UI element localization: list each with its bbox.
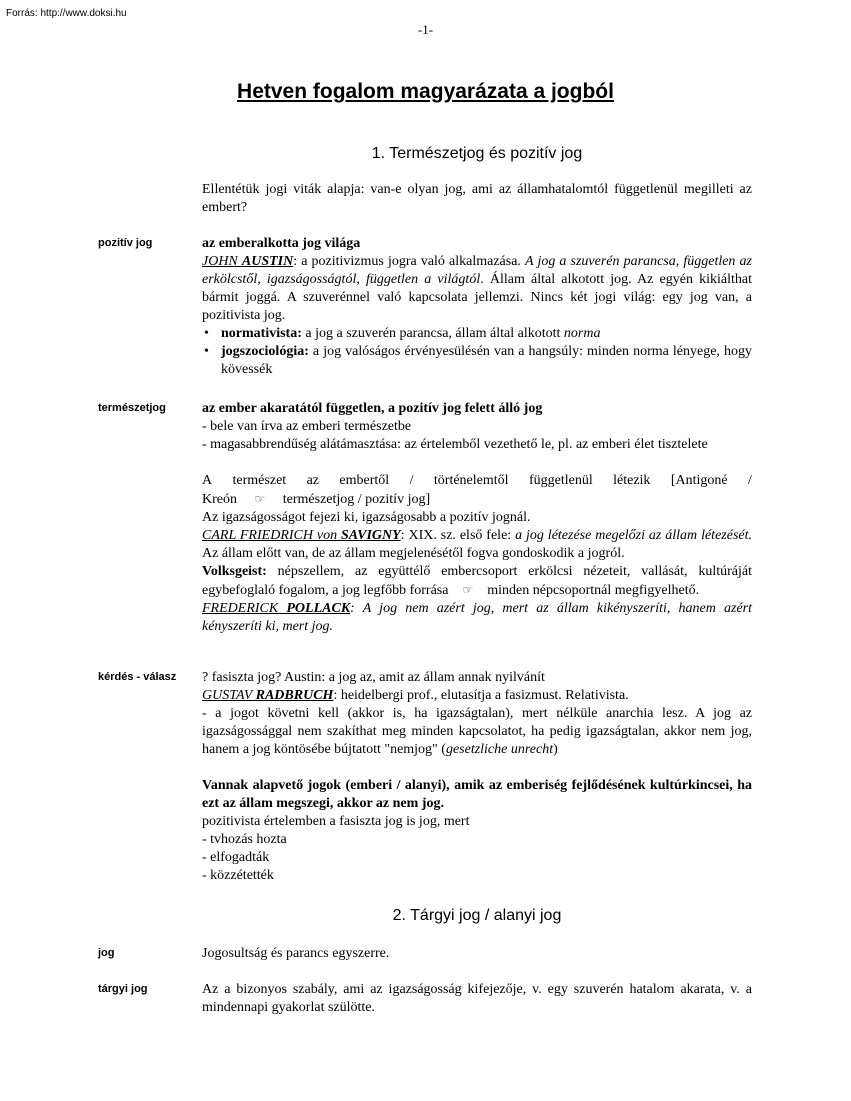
pozitiv-bullet-list [202,325,752,379]
nemjog-paragraph: - a jogot követni kell (akkor is, ha igazságtalan), mert nélküle anarchia lesz. A jog az igazságossággal nem szakíthat meg minden kapcsolatot, ha pedig igazságtalan, akkor nem jog, hanem a jog köntösébe bújtatott "nemjog" (gesetzliche unrecht) [202,706,752,757]
list-item: • jogszociológia: a jog valóságos érvényesülésén van a hangsúly: minden norma lényege, hogy kövessék [202,343,752,379]
pozitiv-heading: az emberalkotta jog világa [202,236,361,251]
savigny-paragraph: CARL FRIEDRICH von SAVIGNY: XIX. sz. első fele: a jog létezése megelőzi az állam létezését. Az állam előtt van, de az állam megjelenésétől fogva gondoskodik a jogról. [202,528,753,561]
kerdes-line: - közzétették [202,868,274,883]
savigny-name: CARL FRIEDRICH von SAVIGNY [202,528,401,543]
pointing-hand-icon: ☞ [254,492,266,506]
document-title: Hetven fogalom magyarázata a jogból [237,80,614,103]
alapveto-jogok-statement: Vannak alapvető jogok (emberi / alanyi), amik az emberiség fejlődésének kultúrkincsei, ha ezt az állam megszegi, akkor az nem jog. [202,778,752,811]
pointing-hand-icon: ☞ [462,583,474,597]
pollack-paragraph: FREDERICK POLLACK: A jog nem azért jog, mert az állam kikényszeríti, hanem azért kényszeríti ki, mert jog. [202,601,752,634]
pozitiv-jog-block [202,235,752,379]
section-heading-1: 1. Természetjog és pozitív jog [371,145,583,162]
source-note: Forrás: http://www.doksi.hu [6,8,127,19]
intro-paragraph: Ellentétük jogi viták alapja: van-e olyan jog, ami az államhatalomtól függetlenül megilleti az embert? [202,182,752,215]
radbruch-name: GUSTAV RADBRUCH [202,688,334,703]
kerdes-line: pozitivista értelemben a fasiszta jog is jog, mert [202,814,470,829]
question-line: ? fasiszta jog? Austin: a jog az, amit az állam annak nyilvánít [202,670,545,685]
label-kerdes-valasz: kérdés - válasz [98,671,177,683]
jog-definition: Jogosultság és parancs egyszerre. [202,946,390,961]
termeszetjog-line: - magasabbrendűség alátámasztása: az értelemből vezethető le, pl. az emberi élet tisztelete [202,437,708,452]
label-pozitiv-jog: pozitív jog [98,237,153,249]
termeszetjog-heading: az ember akaratától független, a pozitív jog felett álló jog [202,401,543,416]
volksgeist-paragraph: Volksgeist: népszellem, az együttélő embercsoport erkölcsi nézeteit, vallását, kultúráját egybefoglaló fogalom, a jog legfőbb forrása ☞ minden népcsoportnál megfigyelhető. [202,564,752,598]
igazsagossag-line: Az igazságosságot fejezi ki, igazságosabb a pozitív jognál. [202,510,531,525]
pollack-name: FREDERICK POLLACK [202,601,351,616]
kreon-line: Kreón ☞ természetjog / pozitív jog] [202,492,431,507]
list-item: • normativista: a jog a szuverén parancsa, állam által alkotott norma [202,325,752,343]
termeszetjog-line: - bele van írva az emberi természetbe [202,419,412,434]
kerdes-line: - tvhozás hozta [202,832,287,847]
antigone-line: A természet az embertől / történelemtől függetlenül létezik [Antigoné / [202,473,752,488]
label-targyi-jog: tárgyi jog [98,983,148,995]
radbruch-line: GUSTAV RADBRUCH: heidelbergi prof., elutasítja a fasizmust. Relativista. [202,688,629,703]
targyi-jog-definition: Az a bizonyos szabály, ami az igazságosság kifejezője, v. egy szuverén hatalom akarata, v. a mindennapi gyakorlat szülötte. [202,982,752,1015]
kerdes-line: - elfogadták [202,850,270,865]
label-termeszetjog: természetjog [98,402,166,414]
label-jog: jog [98,947,115,959]
austin-paragraph: JOHN AUSTIN: a pozitivizmus jogra való alkalmazása. A jog a szuverén parancsa, független az erkölcstől, igazságosságtól, független a világtól. Állam által alkotott jog. Az egyén kikiálthat bármit joggá. A szuverénnel való kapcsolata jellemzi. Nincs két jogi világ: egy jog van, a pozitivista jog. [202,254,752,323]
austin-name: JOHN AUSTIN [202,254,294,269]
section-heading-2: 2. Tárgyi jog / alanyi jog [392,907,562,924]
kerdes-valasz-block [202,669,752,885]
page-number: -1- [417,22,434,37]
termeszetjog-block [202,400,752,636]
